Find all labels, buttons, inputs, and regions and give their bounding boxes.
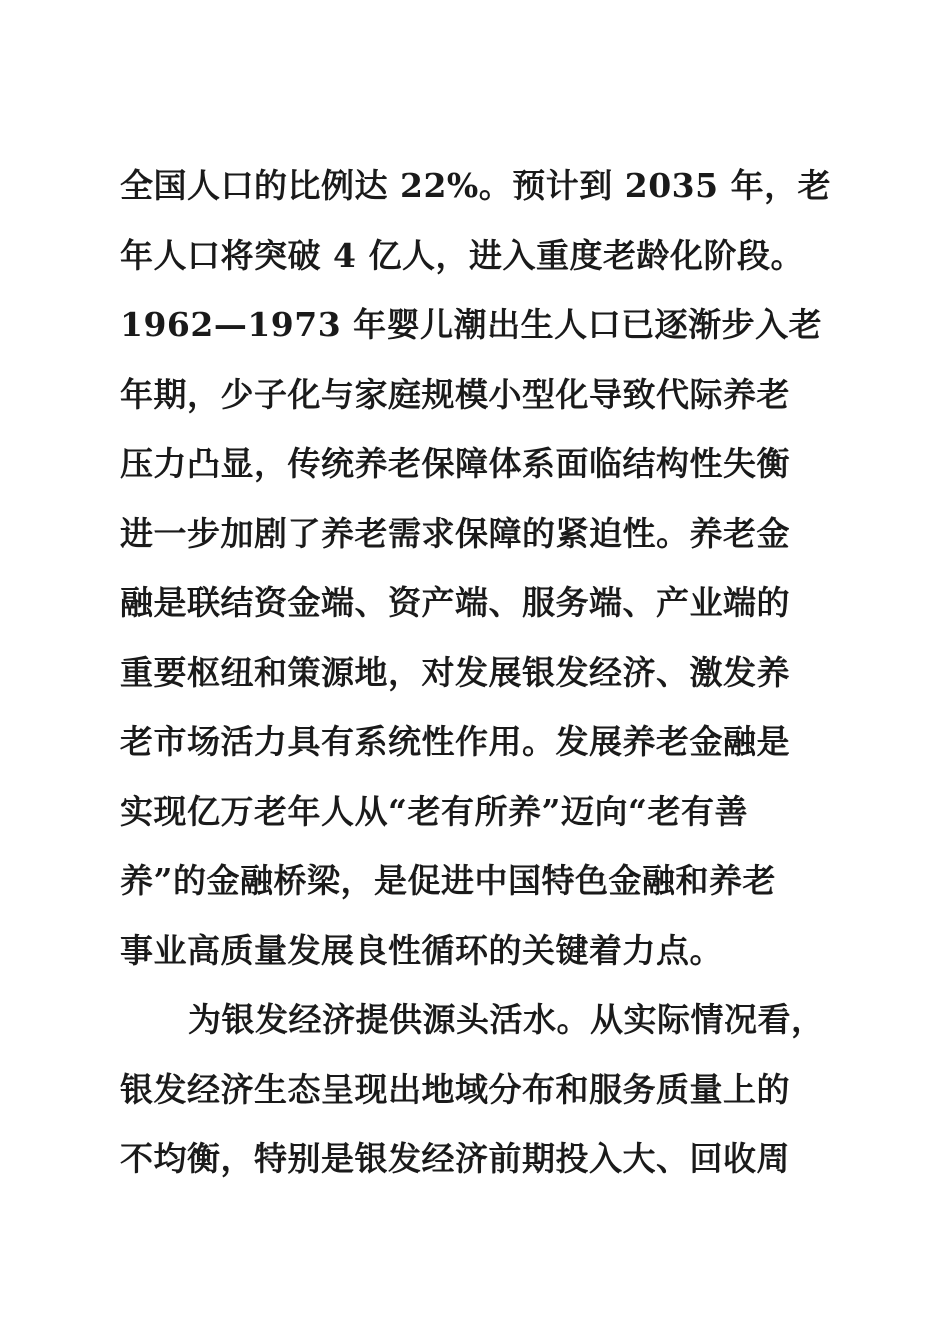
text-line: 年人口将突破 4 亿人，进入重度老龄化阶段。 bbox=[120, 236, 804, 275]
text-line: 为银发经济提供源头活水。从实际情况看， bbox=[188, 1000, 825, 1039]
text-line: 养”的金融桥梁，是促进中国特色金融和养老 bbox=[120, 861, 776, 900]
text-line: 银发经济生态呈现出地域分布和服务质量上的 bbox=[120, 1070, 790, 1109]
text-line: 实现亿万老年人从“老有所养”迈向“老有善 bbox=[120, 792, 748, 831]
text-line: 不均衡，特别是银发经济前期投入大、回收周 bbox=[120, 1139, 790, 1178]
text-line: 年期，少子化与家庭规模小型化导致代际养老 bbox=[120, 375, 790, 414]
text-line: 重要枢纽和策源地，对发展银发经济、激发养 bbox=[120, 653, 790, 692]
text-line: 1962—1973 年婴儿潮出生人口已逐渐步入老 bbox=[120, 305, 823, 344]
text-line: 融是联结资金端、资产端、服务端、产业端的 bbox=[120, 583, 790, 622]
text-line: 压力凸显，传统养老保障体系面临结构性失衡 bbox=[120, 444, 790, 483]
text-line: 进一步加剧了养老需求保障的紧迫性。养老金 bbox=[120, 514, 790, 553]
text-line: 老市场活力具有系统性作用。发展养老金融是 bbox=[120, 722, 790, 761]
text-line: 全国人口的比例达 22%。预计到 2035 年，老 bbox=[120, 166, 832, 205]
text-line: 事业高质量发展良性循环的关键着力点。 bbox=[120, 931, 723, 970]
